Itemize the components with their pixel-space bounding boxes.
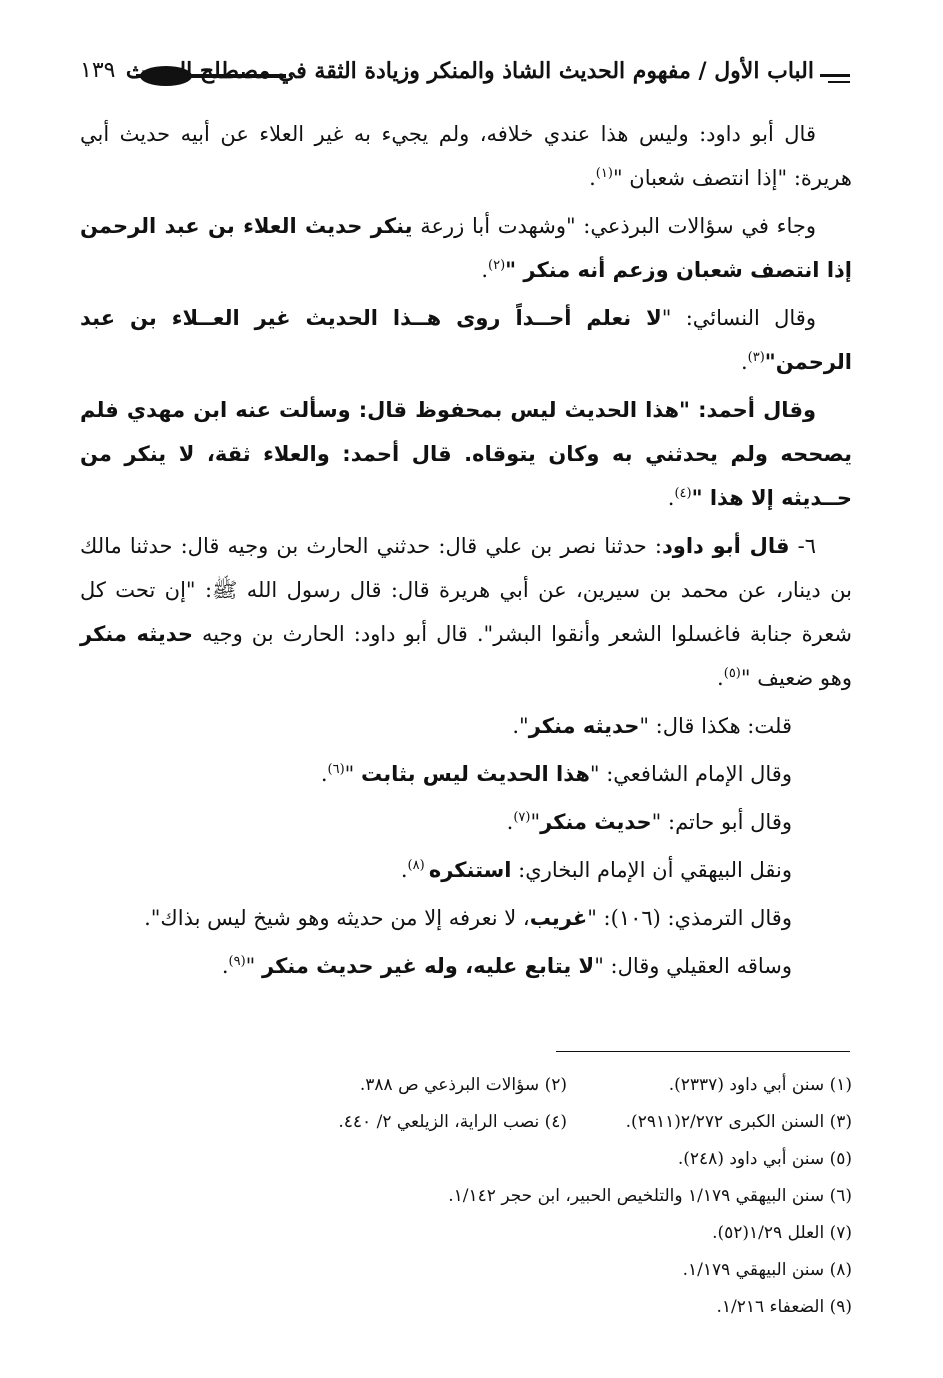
footnote-8: (٨) سنن البيهقي ١/١٧٩. (682, 1259, 852, 1280)
footnote-ref-2[interactable]: (٢) (488, 258, 506, 273)
page-number: ١٣٩ (80, 58, 116, 83)
footnote-2: (٢) سؤالات البرذعي ص ٣٨٨. (359, 1074, 567, 1095)
paragraph-5: ٦- قال أبو داود: حدثنا نصر بن علي قال: حدثني الحارث بن وجيه قال: حدثنا مالك بن دينار، عن محمد بن سيرين، عن أبي هريرة قال: قال رسول الله ﷺ: "إن تحت كل شعرة جنابة فاغسلوا الشعر وأنقوا البشر". قال أبو داود: الحارث بن وجيه حديثه منكر وهو ضعيف "$^{(٥)}$. (80, 534, 852, 690)
footnote-3: (٣) السنن الكبرى ٢/٢٧٢(٢٩١١). (625, 1111, 852, 1132)
footnote-ref-3[interactable]: (٣) (747, 350, 765, 365)
footnote-separator (556, 1051, 850, 1052)
footnote-ref-7[interactable]: (٧) (513, 810, 531, 825)
paragraph-7: وقال الإمام الشافعي: "هذا الحديث ليس بثابت "$^{(٦)}$. (320, 762, 792, 786)
footnote-5: (٥) سنن أبي داود (٢٤٨). (677, 1148, 852, 1169)
paragraph-4: وقال أحمد: "هذا الحديث ليس بمحفوظ قال: وسألت عنه ابن مهدي فلم يصححه ولم يحدثني به وكان يتوقاه. قال أحمد: والعلاء ثقة، لا ينكر من حــديثه إلا هذا "$^{(٤)}$. (80, 398, 852, 510)
footnote-row (190, 1214, 852, 1251)
paragraph-8: وقال أبو حاتم: "حديث منكر"$^{(٧)}$. (506, 810, 792, 834)
footnote-row (190, 1066, 852, 1103)
footnote-ref-6[interactable]: (٦) (327, 762, 345, 777)
paragraph-11: وساقه العقيلي وقال: "لا يتابع عليه، وله غير حديث منكر "$^{(٩)}$. (221, 954, 792, 978)
footnote-7: (٧) العلل ١/٢٩(٥٢). (712, 1222, 852, 1243)
footnote-ref-8[interactable]: (٨) (407, 858, 429, 873)
footnotes (190, 1066, 852, 1325)
footnote-4: (٤) نصب الراية، الزيلعي ٢/ ٤٤٠. (338, 1111, 567, 1132)
paragraph-9: ونقل البيهقي أن الإمام البخاري: استنكره $^{(٨)}$. (400, 858, 792, 882)
footnote-ref-5[interactable]: (٥) (723, 666, 741, 681)
paragraph-3: وقال النسائي: "لا نعلم أحــداً روى هــذا الحديث غير العــلاء بن عبد الرحمن"$^{(٣)}$. (80, 306, 852, 374)
paragraph-1: قال أبو داود: وليس هذا عندي خلافه، ولم يجيء به غير العلاء عن أبيه حديث أبي هريرة: "إذا انتصف شعبان "$^{(١)}$. (80, 122, 852, 190)
footnote-row (190, 1177, 852, 1214)
main-text (80, 112, 852, 992)
header-dash-small (828, 81, 850, 83)
footnote-row (190, 1103, 852, 1140)
running-header (80, 54, 850, 94)
footnote-row (190, 1251, 852, 1288)
footnote-ref-9[interactable]: (٩) (228, 954, 246, 969)
chapter-title: الباب الأول / مفهوم الحديث الشاذ والمنكر وزيادة الثقة في مصطلح الحديث (125, 58, 814, 84)
footnote-row (190, 1288, 852, 1325)
footnote-ref-1[interactable]: (١) (595, 166, 613, 181)
paragraph-10: وقال الترمذي: (١٠٦): "غريب، لا نعرفه إلا من حديثه وهو شيخ ليس بذاك". (144, 906, 792, 930)
footnote-6: (٦) سنن البيهقي ١/١٧٩ والتلخيص الحبير، ابن حجر ١/١٤٢. (448, 1185, 852, 1206)
footnote-9: (٩) الضعفاء ١/٢١٦. (716, 1296, 852, 1317)
paragraph-2: وجاء في سؤالات البرذعي: "وشهدت أبا زرعة ينكر حديث العلاء بن عبد الرحمن إذا انتصف شعبان وزعم أنه منكر "$^{(٢)}$. (80, 214, 852, 282)
footnote-row (190, 1140, 852, 1177)
footnote-ref-4[interactable]: (٤) (674, 486, 692, 501)
header-dash (820, 74, 850, 77)
paragraph-6: قلت: هكذا قال: "حديثه منكر". (512, 714, 792, 738)
footnote-1: (١) سنن أبي داود (٢٣٣٧). (668, 1074, 852, 1095)
